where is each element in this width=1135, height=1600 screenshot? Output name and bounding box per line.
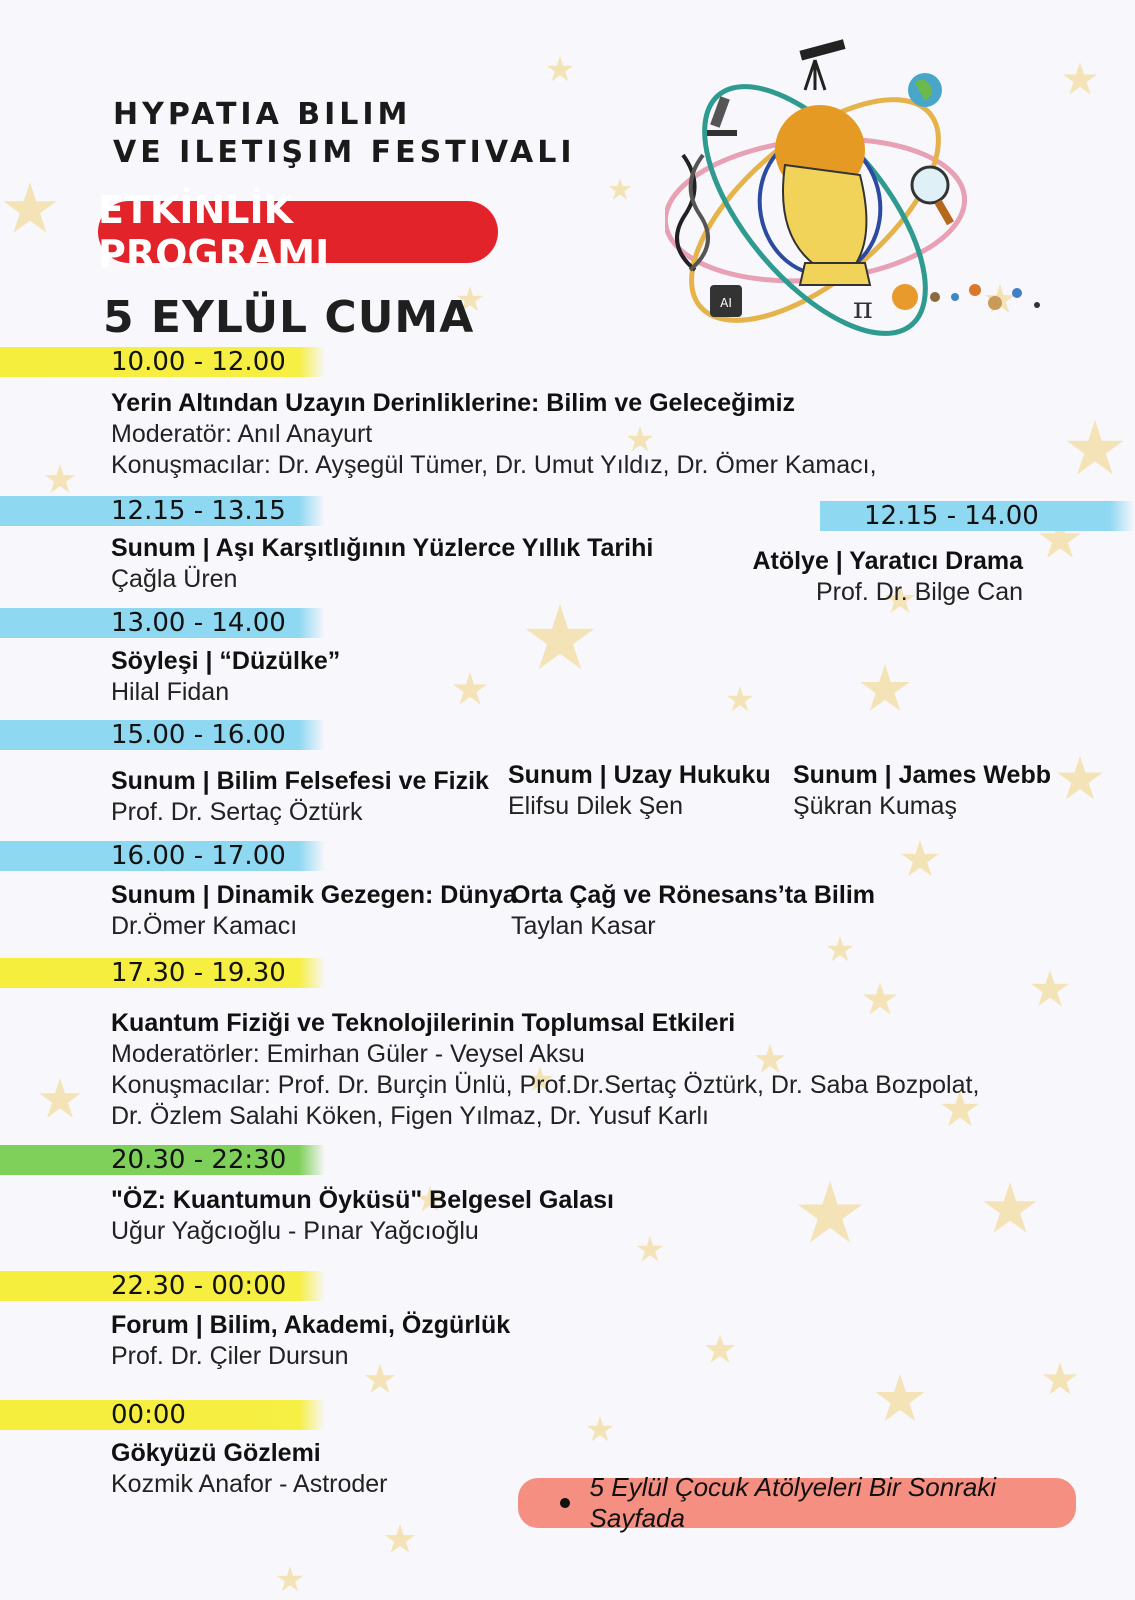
event-5 bbox=[111, 766, 489, 828]
slot-time-1730-1930: 17.30 - 19.30 bbox=[0, 958, 325, 988]
star-icon bbox=[1031, 970, 1069, 1006]
star-icon bbox=[727, 686, 754, 711]
event-10 bbox=[111, 1008, 979, 1132]
event-4-speaker: Hilal Fidan bbox=[111, 678, 230, 706]
event-6-title: Sunum | Uzay Hukuku bbox=[508, 761, 771, 789]
event-12 bbox=[111, 1310, 510, 1372]
program-label: ETKİNLİK PROGRAMI bbox=[98, 201, 498, 263]
star-icon bbox=[45, 464, 75, 493]
event-7-title: Sunum | James Webb bbox=[793, 761, 1051, 789]
event-2-speaker: Çağla Üren bbox=[111, 565, 238, 593]
star-icon bbox=[705, 1334, 735, 1363]
magnifier-icon bbox=[912, 167, 954, 225]
event-9-speaker: Taylan Kasar bbox=[511, 912, 656, 940]
event-10-speakers-1: Konuşmacılar: Prof. Dr. Burçin Ünlü, Prof.Dr.Sertaç Öztürk, Dr. Saba Bozpolat, bbox=[111, 1071, 980, 1099]
star-icon bbox=[1043, 1362, 1077, 1395]
event-3 bbox=[752, 546, 1023, 608]
event-4 bbox=[111, 646, 340, 708]
event-8-title: Sunum | Dinamik Gezegen: Dünya bbox=[111, 881, 517, 909]
event-10-moderators: Moderatörler: Emirhan Güler - Veysel Aksu bbox=[111, 1040, 585, 1068]
slot-time-10-12: 10.00 - 12.00 bbox=[0, 347, 325, 377]
star-icon bbox=[277, 1566, 304, 1591]
slot-time-1500-1600: 15.00 - 16.00 bbox=[0, 720, 325, 750]
star-icon bbox=[3, 182, 56, 233]
star-icon bbox=[1067, 420, 1124, 474]
event-6-speaker: Elifsu Dilek Şen bbox=[508, 792, 684, 820]
event-10-title: Kuantum Fiziği ve Teknolojilerinin Toplumsal Etkileri bbox=[111, 1009, 736, 1037]
star-icon bbox=[875, 1374, 924, 1421]
star-icon bbox=[1057, 756, 1103, 799]
event-1-title: Yerin Altından Uzayın Derinliklerine: Bilim ve Geleceğimiz bbox=[111, 389, 796, 417]
star-icon bbox=[385, 1524, 415, 1553]
event-12-title: Forum | Bilim, Akademi, Özgürlük bbox=[111, 1311, 511, 1339]
event-9-title: Orta Çağ ve Rönesans’ta Bilim bbox=[511, 881, 876, 909]
festival-title bbox=[113, 96, 576, 172]
event-9 bbox=[511, 880, 875, 942]
slot-time-0000: 00:00 bbox=[0, 1400, 325, 1430]
event-10-speakers-2: Dr. Özlem Salahi Köken, Figen Yılmaz, Dr. Yusuf Karlı bbox=[111, 1102, 709, 1130]
star-icon bbox=[983, 1182, 1036, 1233]
pi-icon bbox=[853, 291, 873, 326]
slot-time-1215-1315: 12.15 - 13.15 bbox=[0, 496, 325, 526]
footer-note-text: 5 Eylül Çocuk Atölyeleri Bir Sonraki Sayfada bbox=[589, 1472, 997, 1533]
event-13-speaker: Kozmik Anafor - Astroder bbox=[111, 1470, 388, 1498]
event-3-title: Atölye | Yaratıcı Drama bbox=[752, 547, 1023, 575]
telescope-icon bbox=[799, 39, 845, 90]
event-7 bbox=[793, 760, 1051, 822]
svg-text:AI: AI bbox=[720, 296, 732, 310]
event-13-title: Gökyüzü Gözlemi bbox=[111, 1439, 321, 1467]
footer-note bbox=[518, 1472, 1076, 1533]
slot-time-1215-1400: 12.15 - 14.00 bbox=[820, 501, 1135, 531]
festival-title-line1: HYPATIA BILIM bbox=[113, 97, 412, 132]
event-2-title: Sunum | Aşı Karşıtlığının Yüzlerce Yıllık Tarihi bbox=[111, 534, 654, 562]
event-5-title: Sunum | Bilim Felsefesi ve Fizik bbox=[111, 767, 489, 795]
planets-icon bbox=[892, 284, 1040, 310]
event-11-title: "ÖZ: Kuantumun Öyküsü" Belgesel Galası bbox=[111, 1186, 614, 1214]
globe-icon bbox=[908, 73, 942, 107]
slot-time-1600-1700: 16.00 - 17.00 bbox=[0, 841, 325, 871]
star-icon bbox=[901, 840, 939, 876]
event-7-speaker: Şükran Kumaş bbox=[793, 792, 957, 820]
event-1-speakers: Konuşmacılar: Dr. Ayşegül Tümer, Dr. Umut Yıldız, Dr. Ömer Kamacı, bbox=[111, 451, 877, 479]
ai-chip-icon bbox=[710, 285, 742, 317]
event-12-speaker: Prof. Dr. Çiler Dursun bbox=[111, 1342, 349, 1370]
slot-time-1300-1400: 13.00 - 14.00 bbox=[0, 608, 325, 638]
event-5-speaker: Prof. Dr. Sertaç Öztürk bbox=[111, 798, 363, 826]
hypatia-logo bbox=[665, 35, 1075, 375]
svg-text:π: π bbox=[853, 291, 873, 326]
event-3-speaker: Prof. Dr. Bilge Can bbox=[815, 578, 1023, 606]
star-icon bbox=[860, 664, 909, 711]
event-8-speaker: Dr.Ömer Kamacı bbox=[111, 912, 298, 940]
event-6 bbox=[508, 760, 771, 822]
event-2 bbox=[111, 533, 653, 595]
event-13 bbox=[111, 1438, 388, 1500]
star-icon bbox=[453, 672, 487, 705]
star-icon bbox=[547, 56, 574, 81]
star-icon bbox=[609, 178, 632, 200]
event-1 bbox=[111, 388, 877, 481]
star-icon bbox=[526, 604, 594, 669]
star-icon bbox=[39, 1078, 81, 1118]
event-1-moderator: Moderatör: Anıl Anayurt bbox=[111, 420, 373, 448]
event-11 bbox=[111, 1185, 614, 1247]
star-icon bbox=[798, 1181, 863, 1243]
day-heading: 5 EYLÜL CUMA bbox=[103, 292, 475, 343]
event-11-speakers: Uğur Yağcıoğlu - Pınar Yağcıoğlu bbox=[111, 1217, 479, 1245]
star-icon bbox=[637, 1236, 664, 1261]
festival-title-line2: VE ILETIŞIM FESTIVALI bbox=[113, 135, 576, 170]
event-8 bbox=[111, 880, 517, 942]
slot-time-2230-0000: 22.30 - 00:00 bbox=[0, 1271, 325, 1301]
star-icon bbox=[587, 1416, 614, 1441]
bullet-icon bbox=[560, 1498, 570, 1508]
event-4-title: Söyleşi | “Düzülke” bbox=[111, 647, 341, 675]
slot-time-2030-2230: 20.30 - 22:30 bbox=[0, 1145, 325, 1175]
